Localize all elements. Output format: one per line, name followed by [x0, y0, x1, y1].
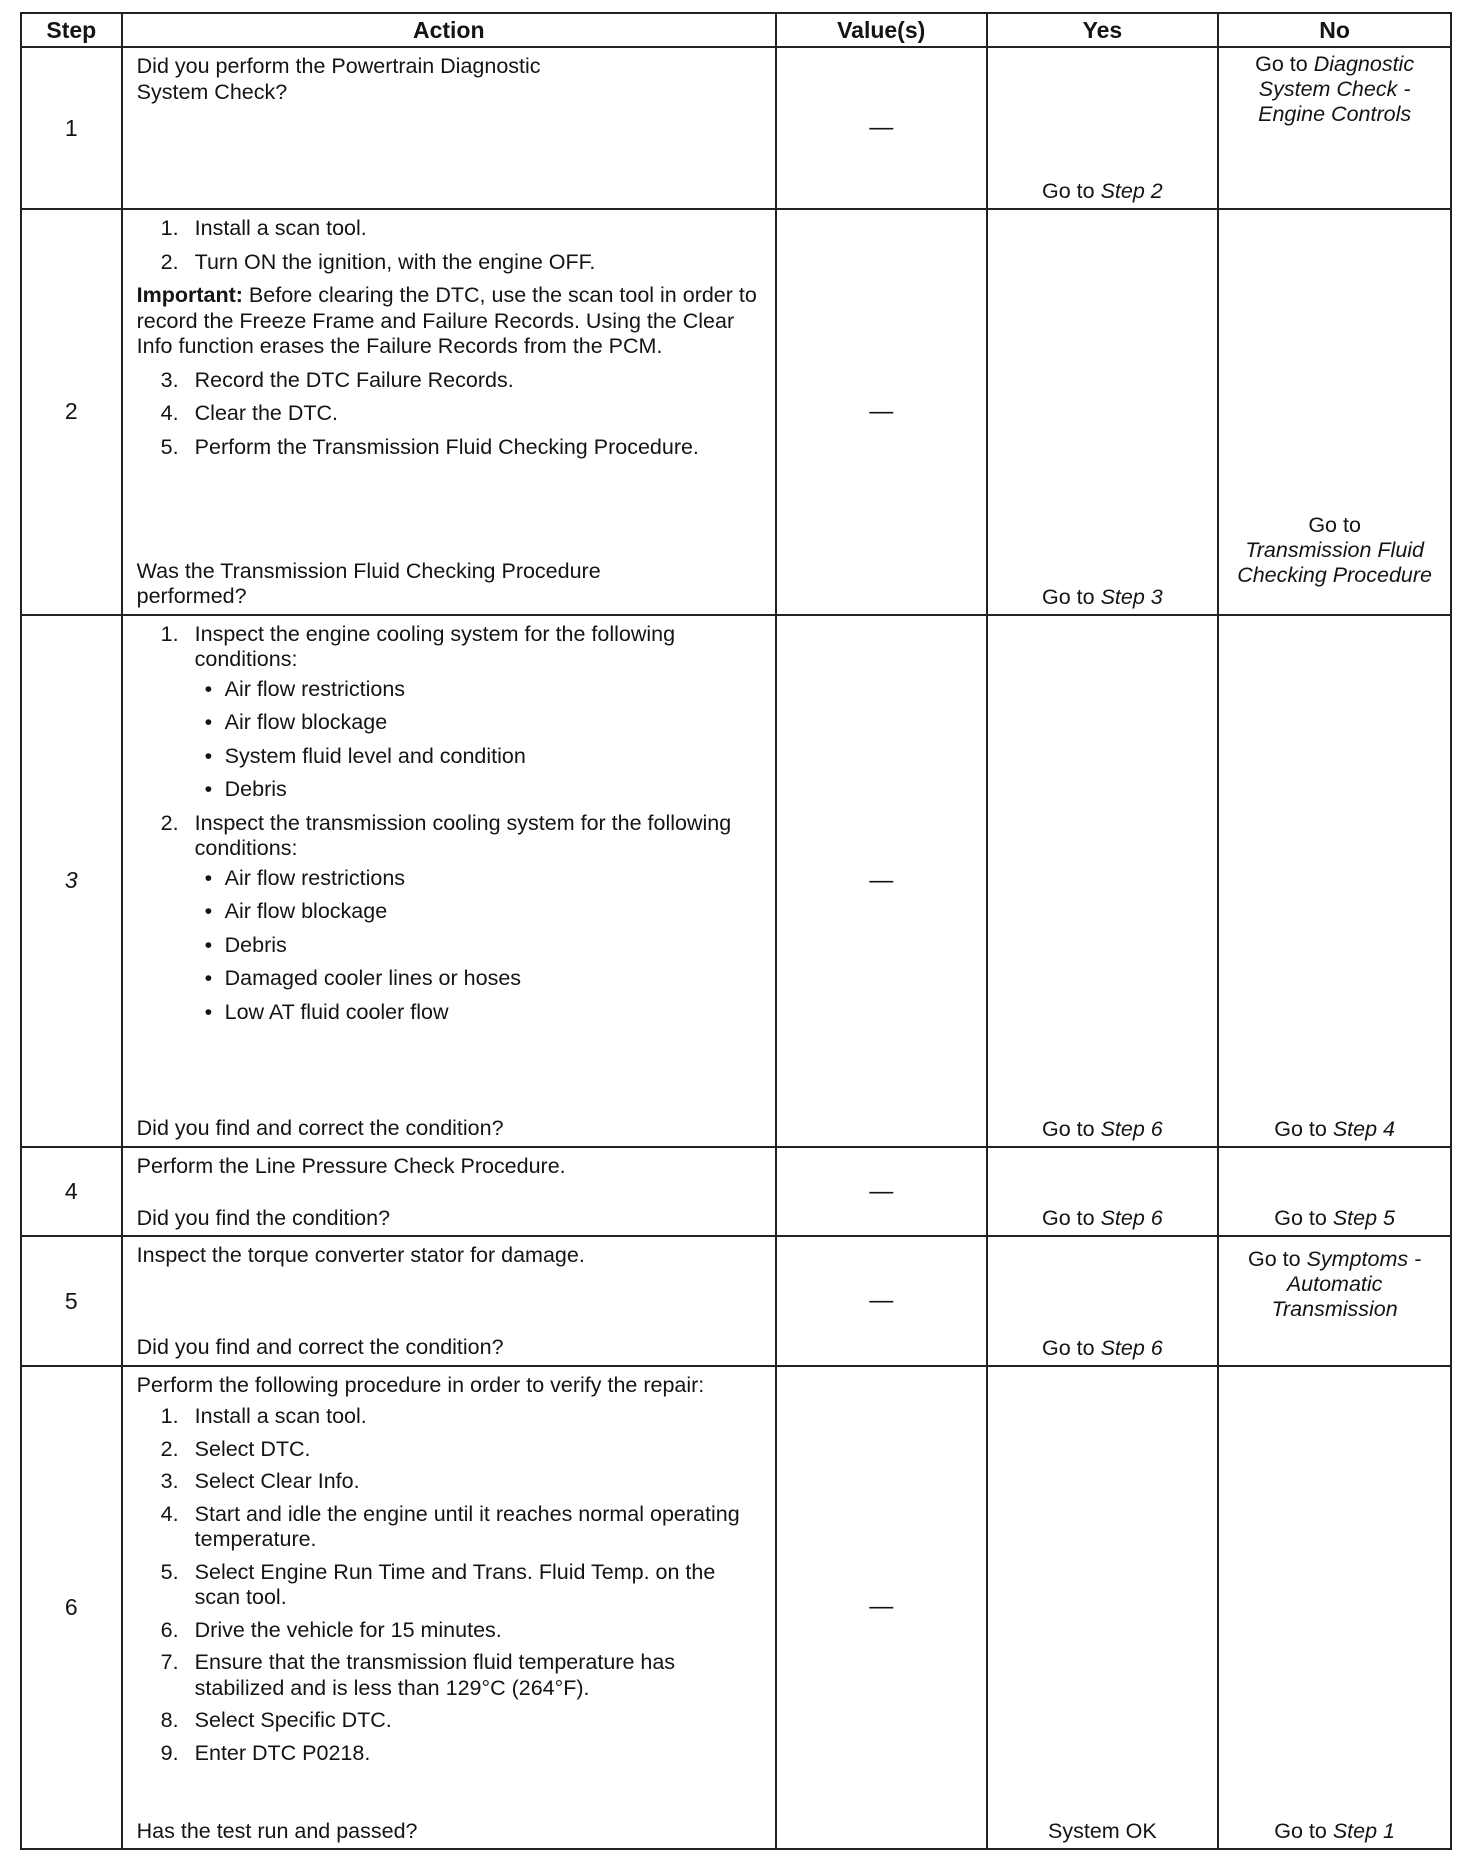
- no-cell: [1218, 209, 1451, 615]
- header-action: Action: [122, 13, 776, 47]
- list-item: 3. Select Clear Info.: [160, 1469, 360, 1494]
- no-cell: [1218, 1236, 1451, 1365]
- no-cell: [1218, 47, 1451, 209]
- value-cell: —: [776, 1366, 987, 1849]
- step-number: 1: [21, 47, 122, 209]
- table-row: [21, 615, 1451, 1147]
- action-text: Did you perform the Powertrain Diagnostic System Check?: [136, 54, 541, 104]
- action-cell: [122, 1236, 776, 1365]
- no-link[interactable]: Go to Symptoms - Automatic Transmission: [1247, 1247, 1422, 1322]
- bullet-item: • Debris: [195, 933, 765, 959]
- yes-link[interactable]: Go to Step 6: [1042, 1206, 1163, 1231]
- yes-link[interactable]: Go to Step 2: [1042, 179, 1163, 204]
- header-row: [21, 13, 1451, 47]
- action-question: Did you find the condition?: [136, 1205, 391, 1230]
- action-text: Perform the following procedure in order to verify the repair:: [136, 1372, 705, 1397]
- yes-cell: [987, 1236, 1219, 1365]
- yes-cell: [987, 615, 1219, 1147]
- list-item: 7. Ensure that the transmission fluid temperature has stabilized and is less than 129°C (264°F).: [160, 1650, 676, 1700]
- step-number: 5: [21, 1236, 122, 1365]
- list-item: 5. Select Engine Run Time and Trans. Fluid Temp. on the scan tool.: [160, 1559, 716, 1610]
- bullet-item: • Air flow restrictions: [195, 677, 765, 703]
- action-cell: [122, 615, 776, 1147]
- no-cell: [1218, 1366, 1451, 1849]
- yes-cell: [987, 1147, 1219, 1237]
- bullet-item: • Air flow restrictions: [195, 866, 765, 892]
- no-link[interactable]: Go to Diagnostic System Check - Engine Controls: [1255, 52, 1415, 126]
- yes-cell: [987, 1366, 1219, 1849]
- action-cell: [122, 1147, 776, 1237]
- list-item: 1. Inspect the engine cooling system for the following conditions: • Air flow restrictions • Air flow blockage • System fluid level and condition • Debris: [137, 622, 765, 803]
- table-row: [21, 1236, 1451, 1365]
- diagnostic-table: [20, 12, 1452, 1850]
- bullet-item: • Damaged cooler lines or hoses: [195, 966, 765, 992]
- list-item: 1. Install a scan tool.: [160, 216, 367, 241]
- value-cell: —: [776, 615, 987, 1147]
- action-cell: [122, 47, 776, 209]
- important-note: Important: Before clearing the DTC, use the scan tool in order to record the Freeze Frame and Failure Records. Using the Clear Info function erases the Failure Records from the PCM.: [136, 283, 757, 359]
- header-step: Step: [21, 13, 122, 47]
- bullet-item: • Low AT fluid cooler flow: [195, 1000, 765, 1026]
- yes-text: System OK: [1048, 1819, 1157, 1843]
- header-values: Value(s): [776, 13, 987, 47]
- value-cell: —: [776, 1147, 987, 1237]
- list-item: 5. Perform the Transmission Fluid Checking Procedure.: [160, 434, 699, 459]
- value-cell: —: [776, 1236, 987, 1365]
- list-item: 2. Select DTC.: [160, 1436, 311, 1461]
- value-cell: —: [776, 47, 987, 209]
- action-question: Did you find and correct the condition?: [136, 1335, 504, 1360]
- list-item: 4. Start and idle the engine until it reaches normal operating temperature.: [160, 1501, 740, 1552]
- no-link[interactable]: Go to Step 1: [1274, 1819, 1395, 1843]
- table-row: [21, 47, 1451, 209]
- yes-cell: [987, 47, 1219, 209]
- list-item: 8. Select Specific DTC.: [160, 1708, 392, 1733]
- list-item: 9. Enter DTC P0218.: [160, 1740, 371, 1765]
- action-text: Inspect the torque converter stator for damage.: [136, 1243, 585, 1268]
- step-number: 2: [21, 209, 122, 615]
- step-number: 4: [21, 1147, 122, 1237]
- list-item: 6. Drive the vehicle for 15 minutes.: [160, 1617, 502, 1642]
- no-link[interactable]: Go to Step 5: [1274, 1206, 1395, 1231]
- yes-link[interactable]: Go to Step 3: [1042, 584, 1163, 609]
- action-text: Perform the Line Pressure Check Procedure.: [136, 1153, 566, 1178]
- step-number: 3: [21, 615, 122, 1147]
- yes-cell: [987, 209, 1219, 615]
- table-row: [21, 1366, 1451, 1849]
- bullet-item: • Air flow blockage: [195, 899, 765, 925]
- list-item: 2. Inspect the transmission cooling system for the following conditions: • Air flow restrictions • Air flow blockage • Debris • Damaged cooler lines or hoses • Low AT fluid cooler flow: [137, 811, 765, 1026]
- action-cell: [122, 1366, 776, 1849]
- action-cell: [122, 209, 776, 615]
- list-item: 1. Install a scan tool.: [160, 1404, 367, 1429]
- table-row: [21, 209, 1451, 615]
- table-row: [21, 1147, 1451, 1237]
- yes-link[interactable]: Go to Step 6: [1042, 1116, 1163, 1141]
- header-no: No: [1218, 13, 1451, 47]
- header-yes: Yes: [987, 13, 1219, 47]
- action-question: Has the test run and passed?: [136, 1818, 418, 1843]
- step-number: 6: [21, 1366, 122, 1849]
- no-cell: [1218, 1147, 1451, 1237]
- list-item: 3. Record the DTC Failure Records.: [160, 367, 514, 392]
- yes-link[interactable]: Go to Step 6: [1042, 1335, 1163, 1360]
- list-item: 4. Clear the DTC.: [160, 401, 339, 426]
- diagnostic-table-sheet: [20, 12, 1452, 1850]
- value-cell: —: [776, 209, 987, 615]
- action-question: Did you find and correct the condition?: [136, 1116, 504, 1141]
- list-item: 2. Turn ON the ignition, with the engine OFF.: [160, 249, 596, 274]
- no-cell: [1218, 615, 1451, 1147]
- no-link[interactable]: Go to Transmission Fluid Checking Procedure: [1237, 512, 1433, 587]
- no-link[interactable]: Go to Step 4: [1274, 1116, 1395, 1141]
- bullet-item: • System fluid level and condition: [195, 744, 765, 770]
- bullet-item: • Debris: [195, 777, 765, 803]
- bullet-item: • Air flow blockage: [195, 710, 765, 736]
- action-question: Was the Transmission Fluid Checking Procedure performed?: [136, 558, 601, 609]
